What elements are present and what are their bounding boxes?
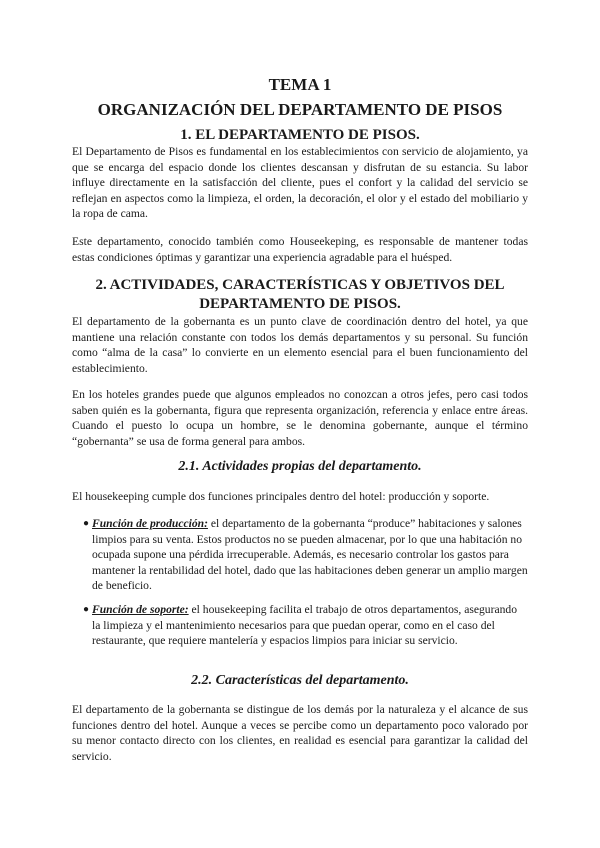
section-2-paragraph-1: El departamento de la gobernanta es un punto clave de coordinación dentro del hotel, ya que mantiene una relación constante con todos los demás departamentos y su personal. Su función como “alma de la casa” lo convierte en un elemento esencial para el buen funcionamiento del establecimiento. (72, 315, 528, 375)
subsection-2-2-heading: 2.2. Características del departamento. (191, 673, 409, 688)
page-title: TEMA 1 (268, 75, 332, 94)
subsection-2-1-heading: 2.1. Actividades propias del departamento. (178, 459, 422, 474)
list-item-production (83, 516, 528, 594)
section-2-paragraph-2: En los hoteles grandes puede que algunos empleados no conozcan a otros jefes, pero casi todos saben quién es la gobernanta, figura que representa organización, referencia y enlace entre áreas. Cuando el puesto lo ocupa un hombre, se le denomina gobernante, aunque el término “gobernanta” se usa de forma general para ambos. (72, 388, 528, 448)
list-item-text: el housekeeping facilita el trabajo de otros departamentos, asegurando la limpieza y el mantenimiento necesarios para que puedan operar, como en el caso del restaurante, que requiere mantelería y espacios limpios para iniciar su servicio. (92, 603, 517, 648)
section-1-paragraph-1: El Departamento de Pisos es fundamental en los establecimientos con servicio de alojamiento, ya que se encarga del espacio donde los clientes descansan y disfrutan de su estancia. Su labor influye directamente en la satisfacción del cliente, pues el confort y la calidad del servicio se reflejan en aspectos como la limpieza, el orden, la decoración, el olor y el estado del mobiliario y la ropa de cama. (72, 145, 528, 221)
page-subtitle: ORGANIZACIÓN DEL DEPARTAMENTO DE PISOS (97, 100, 503, 119)
section-1-paragraph-2: Este departamento, conocido también como Houseekeping, es responsable de mantener todas estas condiciones óptimas y garantizar una experiencia agradable para el huésped. (72, 235, 528, 264)
bullet-icon: ● (83, 518, 90, 529)
bullet-icon: ● (83, 604, 90, 615)
section-2-heading: 2. ACTIVIDADES, CARACTERÍSTICAS Y OBJETIVOS DEL DEPARTAMENTO DE PISOS. (95, 277, 505, 312)
list-item-text: el departamento de la gobernanta “produce” habitaciones y salones limpios para su venta. Estos productos no se pueden almacenar, por lo que una habitación no ocupada supone una pérdida irrecuperable. Además, es necesario controlar los gastos para mantener la rentabilidad del hotel, dado que las habitaciones deben generar un amplio margen de beneficio. (92, 517, 528, 593)
subsection-2-2-paragraph: El departamento de la gobernanta se distingue de los demás por la naturaleza y el alcance de sus funciones dentro del hotel. Aunque a veces se percibe como un departamento poco valorado por su menor contacto directo con los clientes, en realidad es esencial para garantizar la calidad del servicio. (72, 703, 528, 763)
list-item-term: Función de soporte: (92, 603, 189, 616)
list-item-term: Función de producción: (92, 517, 208, 530)
list-item-support (83, 602, 528, 649)
subsection-2-1-intro: El housekeeping cumple dos funciones principales dentro del hotel: producción y soporte. (72, 490, 490, 503)
section-1-heading: 1. EL DEPARTAMENTO DE PISOS. (180, 127, 420, 143)
